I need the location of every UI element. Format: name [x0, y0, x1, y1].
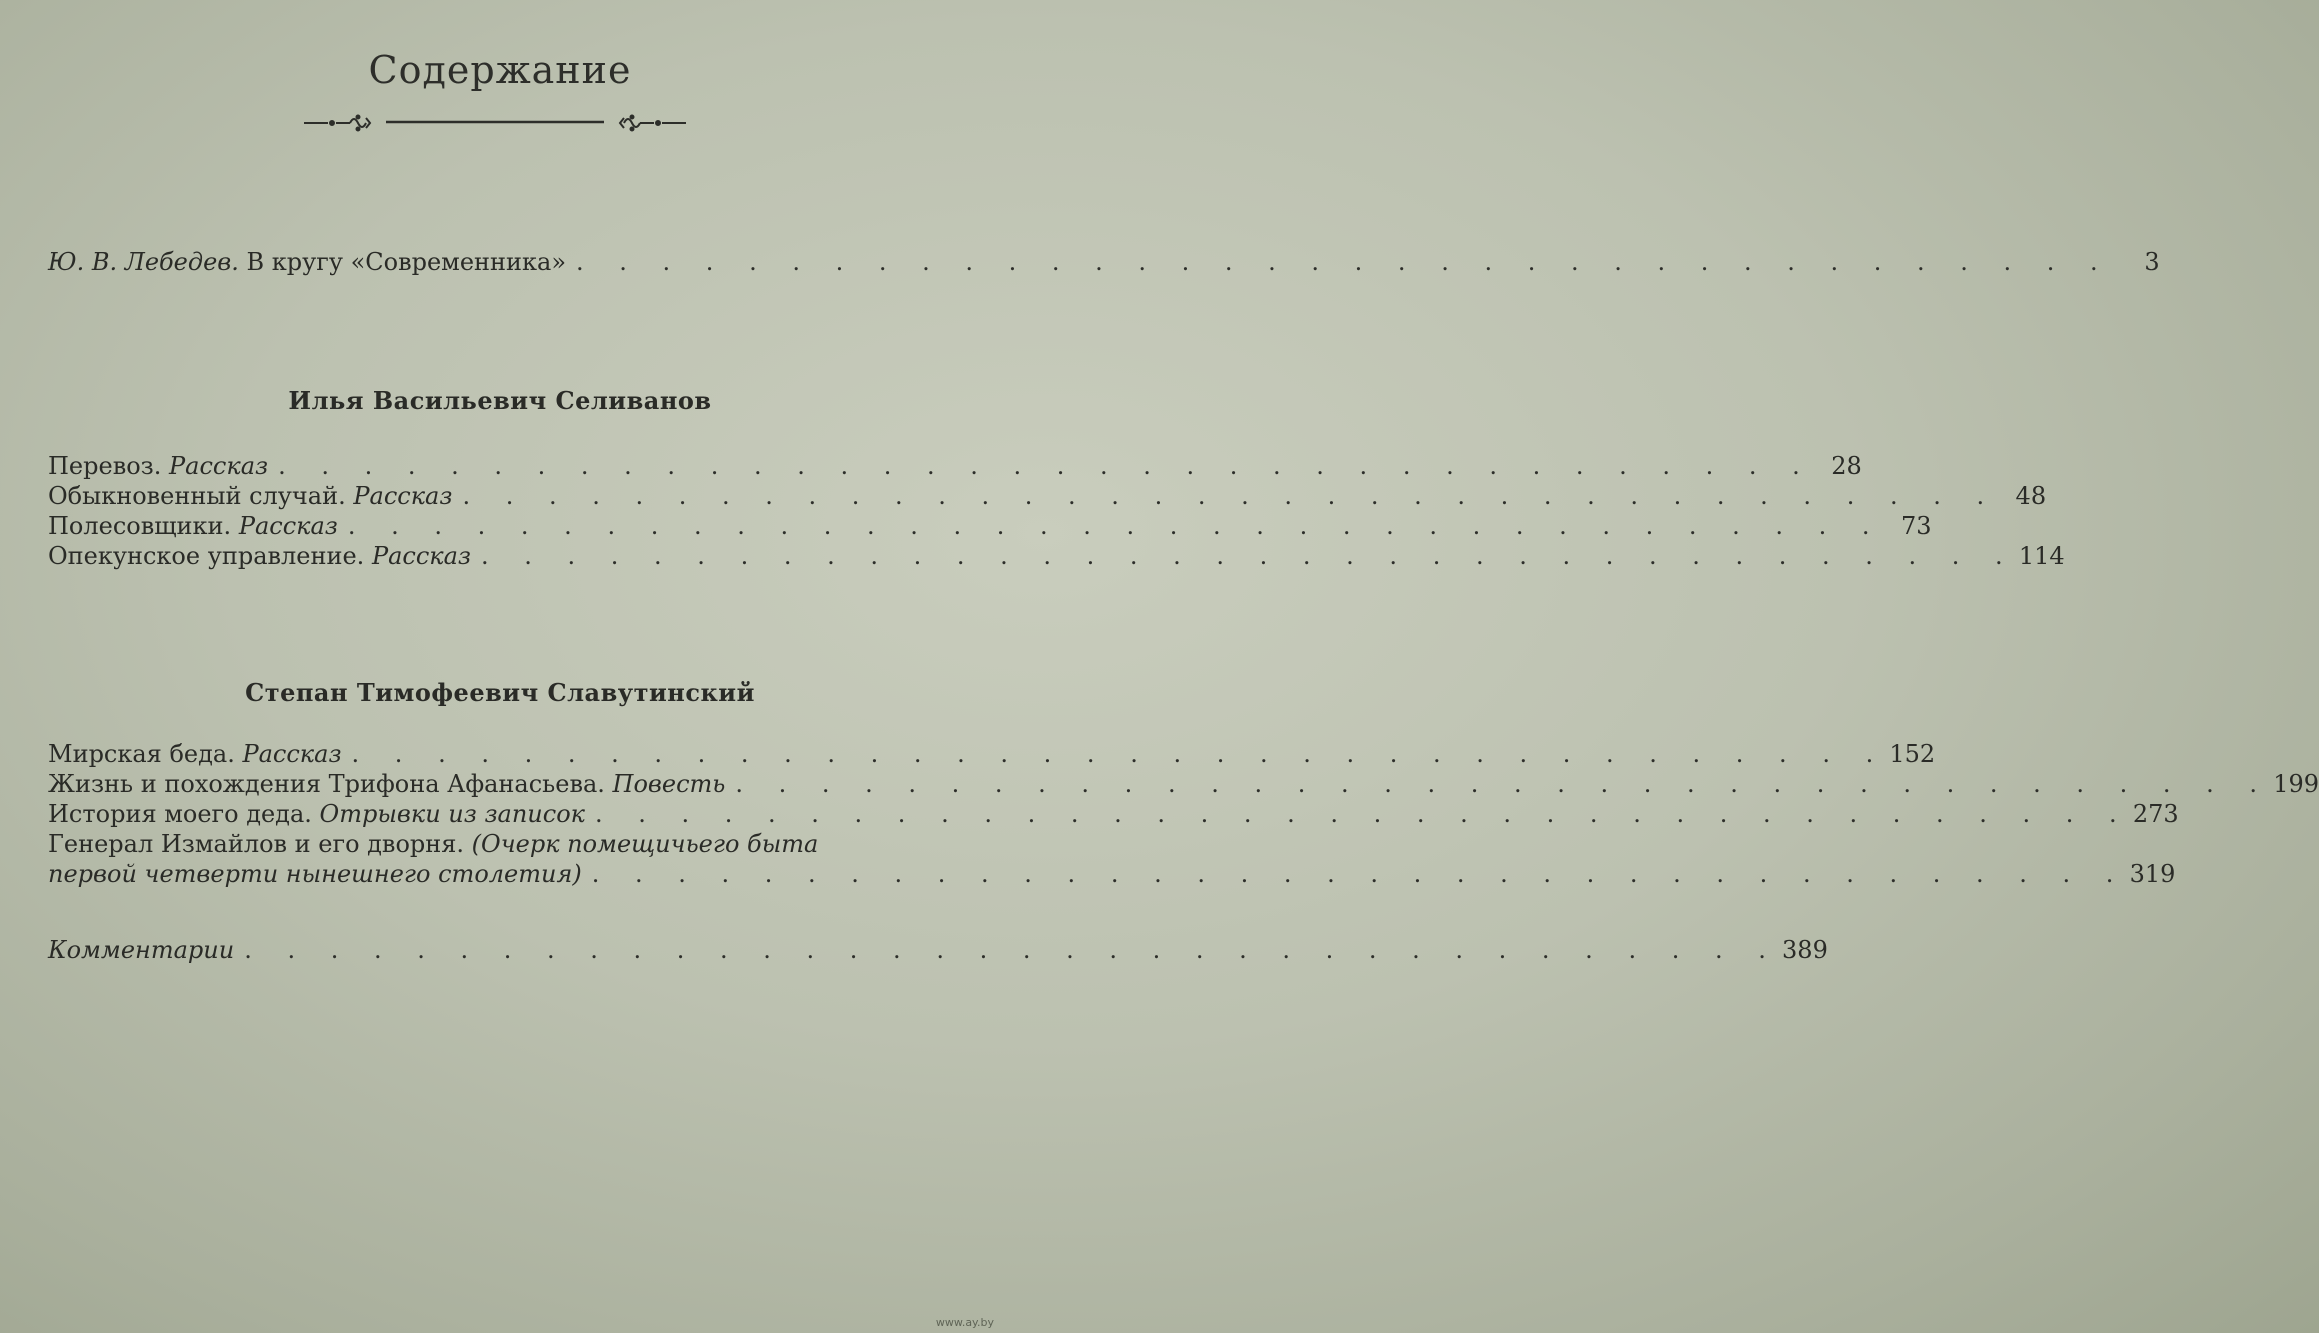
page-number: 3: [2144, 248, 2160, 276]
page-number: 73: [1901, 512, 1932, 540]
entry-genre: Рассказ: [353, 482, 453, 510]
leader-dots: . . . . . . . . . . . . . . . . . . . . . . . . . . . . . . . . . . . .: [347, 512, 1884, 540]
page-number: 152: [1889, 740, 1936, 768]
entry-genre: Рассказ: [242, 740, 342, 768]
page-number: 199: [2273, 770, 2319, 798]
leader-dots: . . . . . . . . . . . . . . . . . . . . . . . . . . . . . . . . . . . .: [351, 740, 1888, 768]
entry-title: Опекунское управление.: [48, 542, 365, 570]
leader-dots: . . . . . . . . . . . . . . . . . . . . . . . . . . . . . . . . . . . .: [591, 860, 2128, 888]
intro-author: Ю. В. Лебедев.: [48, 248, 239, 276]
toc-entry: [48, 450, 1862, 482]
toc-entry: [48, 798, 2179, 830]
entry-genre: Рассказ: [238, 512, 338, 540]
leader-dots: . . . . . . . . . . . . . . . . . . . . . . . . . . . . . . . . . . . .: [481, 542, 2017, 570]
entry-title: Генерал Измайлов и его дворня.: [48, 830, 465, 858]
entry-genre: Повесть: [612, 770, 726, 798]
entry-title: Обыкновенный случай.: [48, 482, 346, 510]
section-author: Илья Васильевич Селиванов: [288, 386, 712, 415]
toc-entry-commentary: [48, 934, 1828, 966]
entry-title: Мирская беда.: [48, 740, 235, 768]
toc-entry-continuation: [48, 858, 2176, 890]
entry-title: История моего деда.: [48, 800, 312, 828]
section-author: Степан Тимофеевич Славутинский: [245, 678, 755, 707]
leader-dots: . . . . . . . . . . . . . . . . . . . . . . . . . . . . . . . . . . . .: [576, 248, 2112, 276]
intro-title: В кругу «Современника»: [246, 248, 567, 276]
watermark: www.ay.by: [935, 1316, 994, 1329]
toc-entry-intro: [48, 246, 2160, 278]
entry-genre-continued: первой четверти нынешнего столетия): [48, 860, 582, 888]
leader-dots: . . . . . . . . . . . . . . . . . . . . . . . . . . . . . . . . . . . .: [595, 800, 2131, 828]
leader-dots: . . . . . . . . . . . . . . . . . . . . . . . . . . . . . . . . . . . .: [735, 770, 2272, 798]
page-number: 319: [2129, 860, 2176, 888]
toc-entry: [48, 480, 2047, 512]
toc-entry: [48, 510, 1932, 542]
entry-genre: (Очерк помещичьего быта: [471, 830, 819, 858]
entry-title: Жизнь и похождения Трифона Афанасьева.: [48, 770, 605, 798]
commentary-title: Комментарии: [48, 936, 235, 964]
ornament-divider: [300, 108, 690, 138]
toc-entry: [48, 540, 2065, 572]
entry-title: Перевоз.: [48, 452, 162, 480]
page-number: 28: [1831, 452, 1862, 480]
page-number: 389: [1782, 936, 1828, 964]
entry-genre: Отрывки из записок: [319, 800, 585, 828]
page-title: Содержание: [368, 48, 632, 92]
toc-entry: [48, 828, 928, 860]
page-number: 273: [2132, 800, 2179, 828]
entry-title: Полесовщики.: [48, 512, 232, 540]
page-number: 114: [2018, 542, 2065, 570]
leader-dots: . . . . . . . . . . . . . . . . . . . . . . . . . . . . . . . . . . . .: [462, 482, 1999, 510]
toc-entry: [48, 768, 2319, 800]
leader-dots: . . . . . . . . . . . . . . . . . . . . . . . . . . . . . . . . . . . .: [244, 936, 1780, 964]
page-number: 48: [2015, 482, 2047, 510]
leader-dots: . . . . . . . . . . . . . . . . . . . . . . . . . . . . . . . . . . . .: [278, 452, 1814, 480]
entry-genre: Рассказ: [371, 542, 472, 570]
entry-genre: Рассказ: [169, 452, 269, 480]
toc-entry: [48, 738, 1936, 770]
